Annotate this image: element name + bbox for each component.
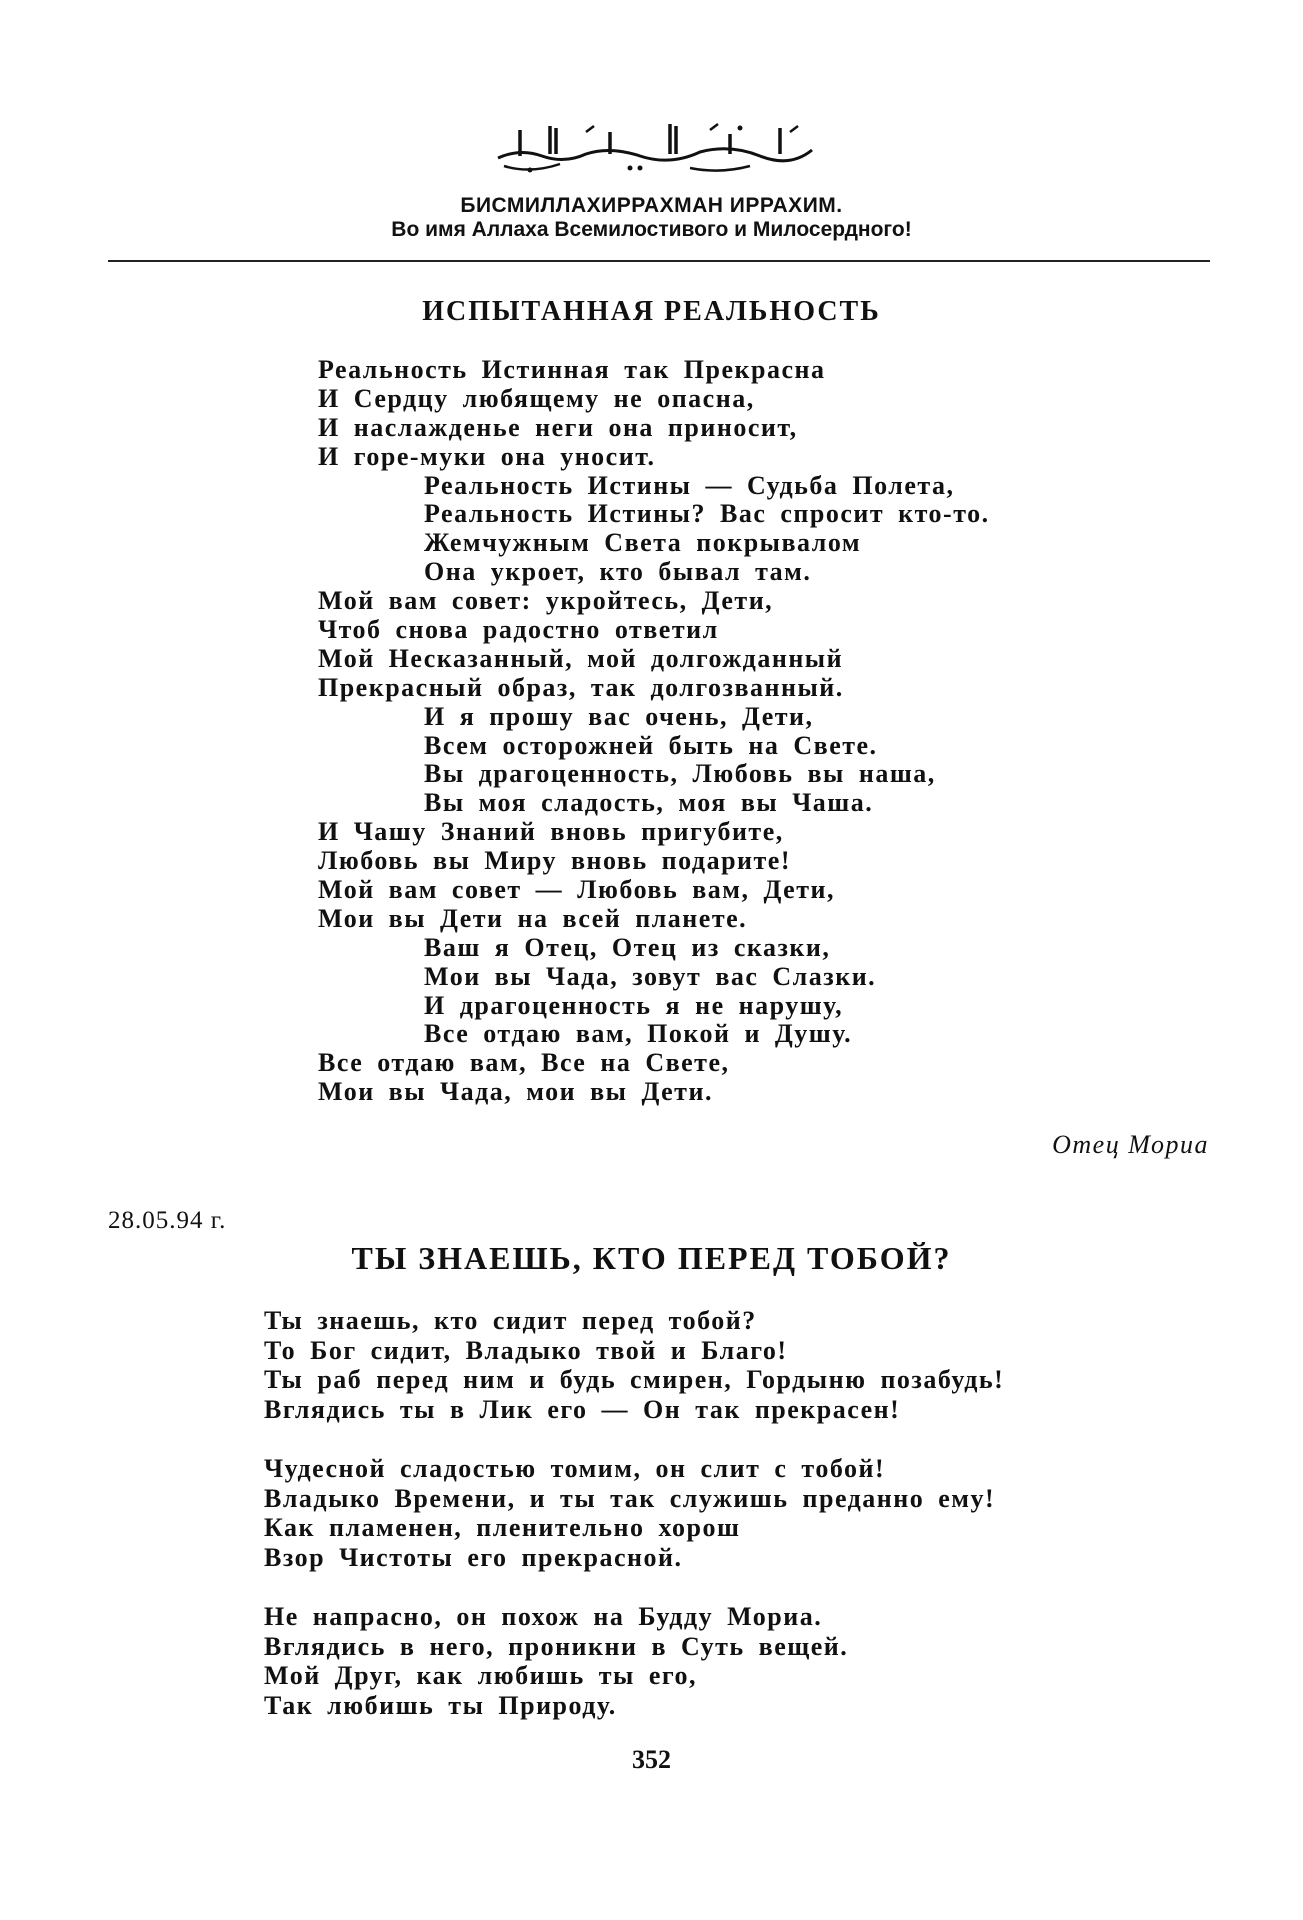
poem-line: Она укроет, кто бывал там.: [424, 557, 812, 587]
poem-line: И наслажденье неги она приносит,: [318, 412, 798, 442]
poem-line: Мои вы Дети на всей планете.: [318, 903, 748, 933]
poem-line: И драгоценность я не нарушу,: [424, 990, 844, 1020]
poem-line: Вы моя сладость, моя вы Чаша.: [424, 788, 874, 818]
poem-line: И горе-муки она уносит.: [318, 441, 656, 471]
poem-line: Реальность Истины — Судьба Полета,: [424, 470, 955, 500]
poem1-title: ИСПЫТАННАЯ РЕАЛЬНОСТЬ: [422, 296, 881, 327]
poem2-body: [264, 1306, 1004, 1720]
poem-line: Владыко Времени, и ты так служишь преданно ему!: [264, 1483, 996, 1513]
bismillah-calligraphy-logo: [490, 118, 820, 176]
poem2-date: 28.05.94 г.: [108, 1207, 227, 1234]
poem1-signature: Отец Мориа: [1052, 1130, 1209, 1159]
poem1-body: [318, 356, 990, 1107]
poem-line: Вглядись в него, проникни в Суть вещей.: [264, 1631, 849, 1661]
poem-line: Вглядись ты в Лик его — Он так прекрасен!: [264, 1394, 901, 1424]
page-number: 352: [632, 1745, 671, 1774]
poem-line: Всем осторожней быть на Свете.: [424, 730, 878, 760]
poem-line: Вы драгоценность, Любовь вы наша,: [424, 759, 936, 789]
poem-line: Все отдаю вам, Все на Свете,: [318, 1048, 730, 1078]
poem-line: И Чашу Знаний вновь пригубите,: [318, 817, 784, 847]
poem-line: Все отдаю вам, Покой и Душу.: [424, 1019, 853, 1049]
poem-line: Ты раб перед ним и будь смирен, Гордыню позабудь!: [264, 1365, 1005, 1394]
poem-line: И Сердцу любящему не опасна,: [318, 383, 755, 413]
poem-line: Мои вы Чада, мои вы Дети.: [318, 1077, 713, 1107]
poem-line: Ты знаешь, кто сидит перед тобой?: [264, 1306, 757, 1335]
poem-line: Реальность Истины? Вас спросит кто-то.: [424, 499, 990, 529]
poem-line: Так любишь ты Природу.: [264, 1690, 617, 1720]
header-transliteration: БИСМИЛЛАХИРРАХМАН ИРРАХИМ.: [460, 194, 843, 217]
poem-line: То Бог сидит, Владыко твой и Благо!: [264, 1335, 788, 1365]
poem-line: Жемчужным Света покрывалом: [424, 528, 862, 558]
poem-line: Мой Друг, как любишь ты его,: [264, 1661, 698, 1690]
stanza-gap: [264, 1572, 1004, 1602]
poem-line: Любовь вы Миру вновь подарите!: [318, 846, 791, 876]
poem-line: Как пламенен, пленительно хорош: [264, 1513, 741, 1542]
poem-line: Мой вам совет: укройтесь, Дети,: [318, 586, 774, 616]
poem-line: Чудесной сладостью томим, он слит с тобой!: [264, 1454, 886, 1483]
poem-line: И я прошу вас очень, Дети,: [424, 701, 814, 731]
header-divider: [108, 260, 1210, 262]
poem-line: Реальность Истинная так Прекрасна: [318, 355, 826, 384]
poem-line: Мои вы Чада, зовут вас Слазки.: [424, 961, 877, 991]
poem-line: Прекрасный образ, так долгозванный.: [318, 672, 844, 702]
poem-line: Ваш я Отец, Отец из сказки,: [424, 932, 831, 962]
stanza-gap: [264, 1424, 1004, 1454]
poem-line: Мой вам совет — Любовь вам, Дети,: [318, 875, 835, 905]
header-translation: Во имя Аллаха Всемилостивого и Милосердного!: [391, 218, 912, 241]
poem-line: Не напрасно, он похож на Будду Мориа.: [264, 1602, 823, 1631]
poem-line: Взор Чистоты его прекрасной.: [264, 1542, 683, 1572]
poem2-title: ТЫ ЗНАЕШЬ, КТО ПЕРЕД ТОБОЙ?: [351, 1240, 952, 1276]
poem-line: Мой Несказанный, мой долгожданный: [318, 643, 844, 673]
poem-line: Чтоб снова радостно ответил: [318, 615, 719, 645]
